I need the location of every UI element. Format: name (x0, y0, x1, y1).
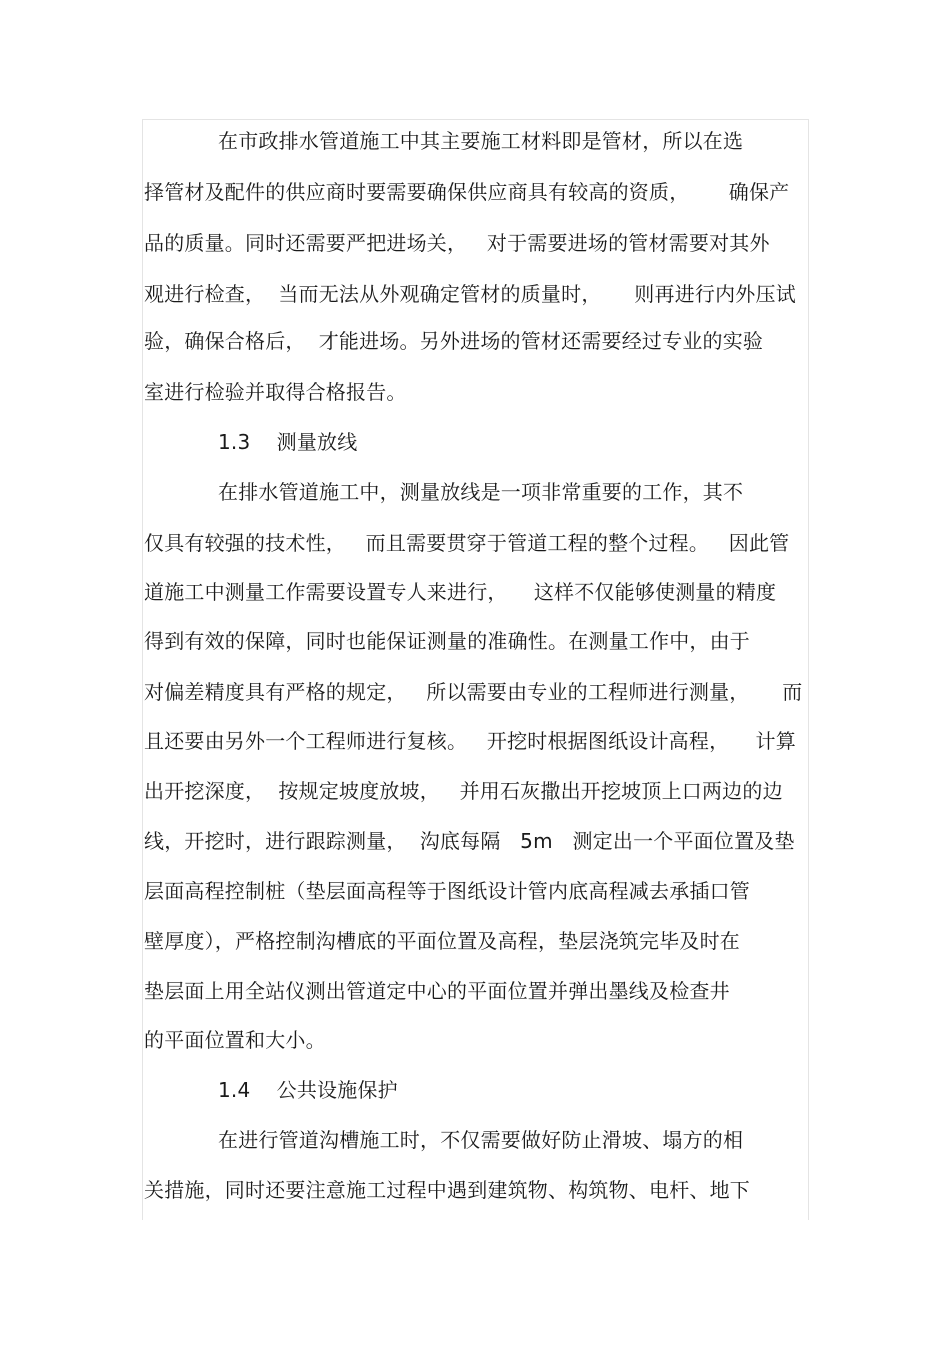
paragraph-line: 在市政排水管道施工中其主要施工材料即是管材，所以在选 (218, 129, 744, 153)
paragraph-line: 择管材及配件的供应商时要需要确保供应商具有较高的资质， 确保产 (144, 180, 790, 204)
paragraph-line: 垫层面上用全站仪测出管道定中心的平面位置并弹出墨线及检查井 (144, 979, 730, 1003)
paragraph-line: 验，确保合格后， 才能进场。另外进场的管材还需要经过专业的实验 (144, 329, 764, 353)
paragraph-line: 壁厚度），严格控制沟槽底的平面位置及高程，垫层浇筑完毕及时在 (144, 929, 740, 953)
paragraph-line: 品的质量。同时还需要严把进场关， 对于需要进场的管材需要对其外 (144, 231, 770, 255)
section-heading: 1.3 测量放线 (218, 430, 358, 454)
paragraph-line: 对偏差精度具有严格的规定， 所以需要由专业的工程师进行测量， 而 (144, 680, 803, 704)
section-heading: 1.4 公共设施保护 (218, 1078, 398, 1102)
paragraph-line: 仅具有较强的技术性， 而且需要贯穿于管道工程的整个过程。 因此管 (144, 531, 790, 555)
paragraph-line: 的平面位置和大小。 (144, 1028, 326, 1052)
paragraph-line: 在进行管道沟槽施工时，不仅需要做好防止滑坡、塌方的相 (218, 1128, 744, 1152)
paragraph-line: 且还要由另外一个工程师进行复核。 开挖时根据图纸设计高程， 计算 (144, 729, 796, 753)
paragraph-line: 道施工中测量工作需要设置专人来进行， 这样不仅能够使测量的精度 (144, 580, 777, 604)
paragraph-line: 室进行检验并取得合格报告。 (144, 380, 407, 404)
paragraph-line: 线，开挖时，进行跟踪测量， 沟底每隔 5m 测定出一个平面位置及垫 (144, 829, 795, 853)
paragraph-line: 观进行检查， 当而无法从外观确定管材的质量时， 则再进行内外压试 (144, 282, 796, 306)
paragraph-line: 出开挖深度， 按规定坡度放坡， 并用石灰撒出开挖坡顶上口两边的边 (144, 779, 783, 803)
paragraph-line: 层面高程控制桩（垫层面高程等于图纸设计管内底高程减去承插口管 (144, 879, 750, 903)
paragraph-line: 得到有效的保障，同时也能保证测量的准确性。在测量工作中，由于 (144, 629, 750, 653)
paragraph-line: 在排水管道施工中，测量放线是一项非常重要的工作，其不 (218, 480, 744, 504)
paragraph-line: 关措施，同时还要注意施工过程中遇到建筑物、构筑物、电杆、地下 (144, 1178, 750, 1202)
